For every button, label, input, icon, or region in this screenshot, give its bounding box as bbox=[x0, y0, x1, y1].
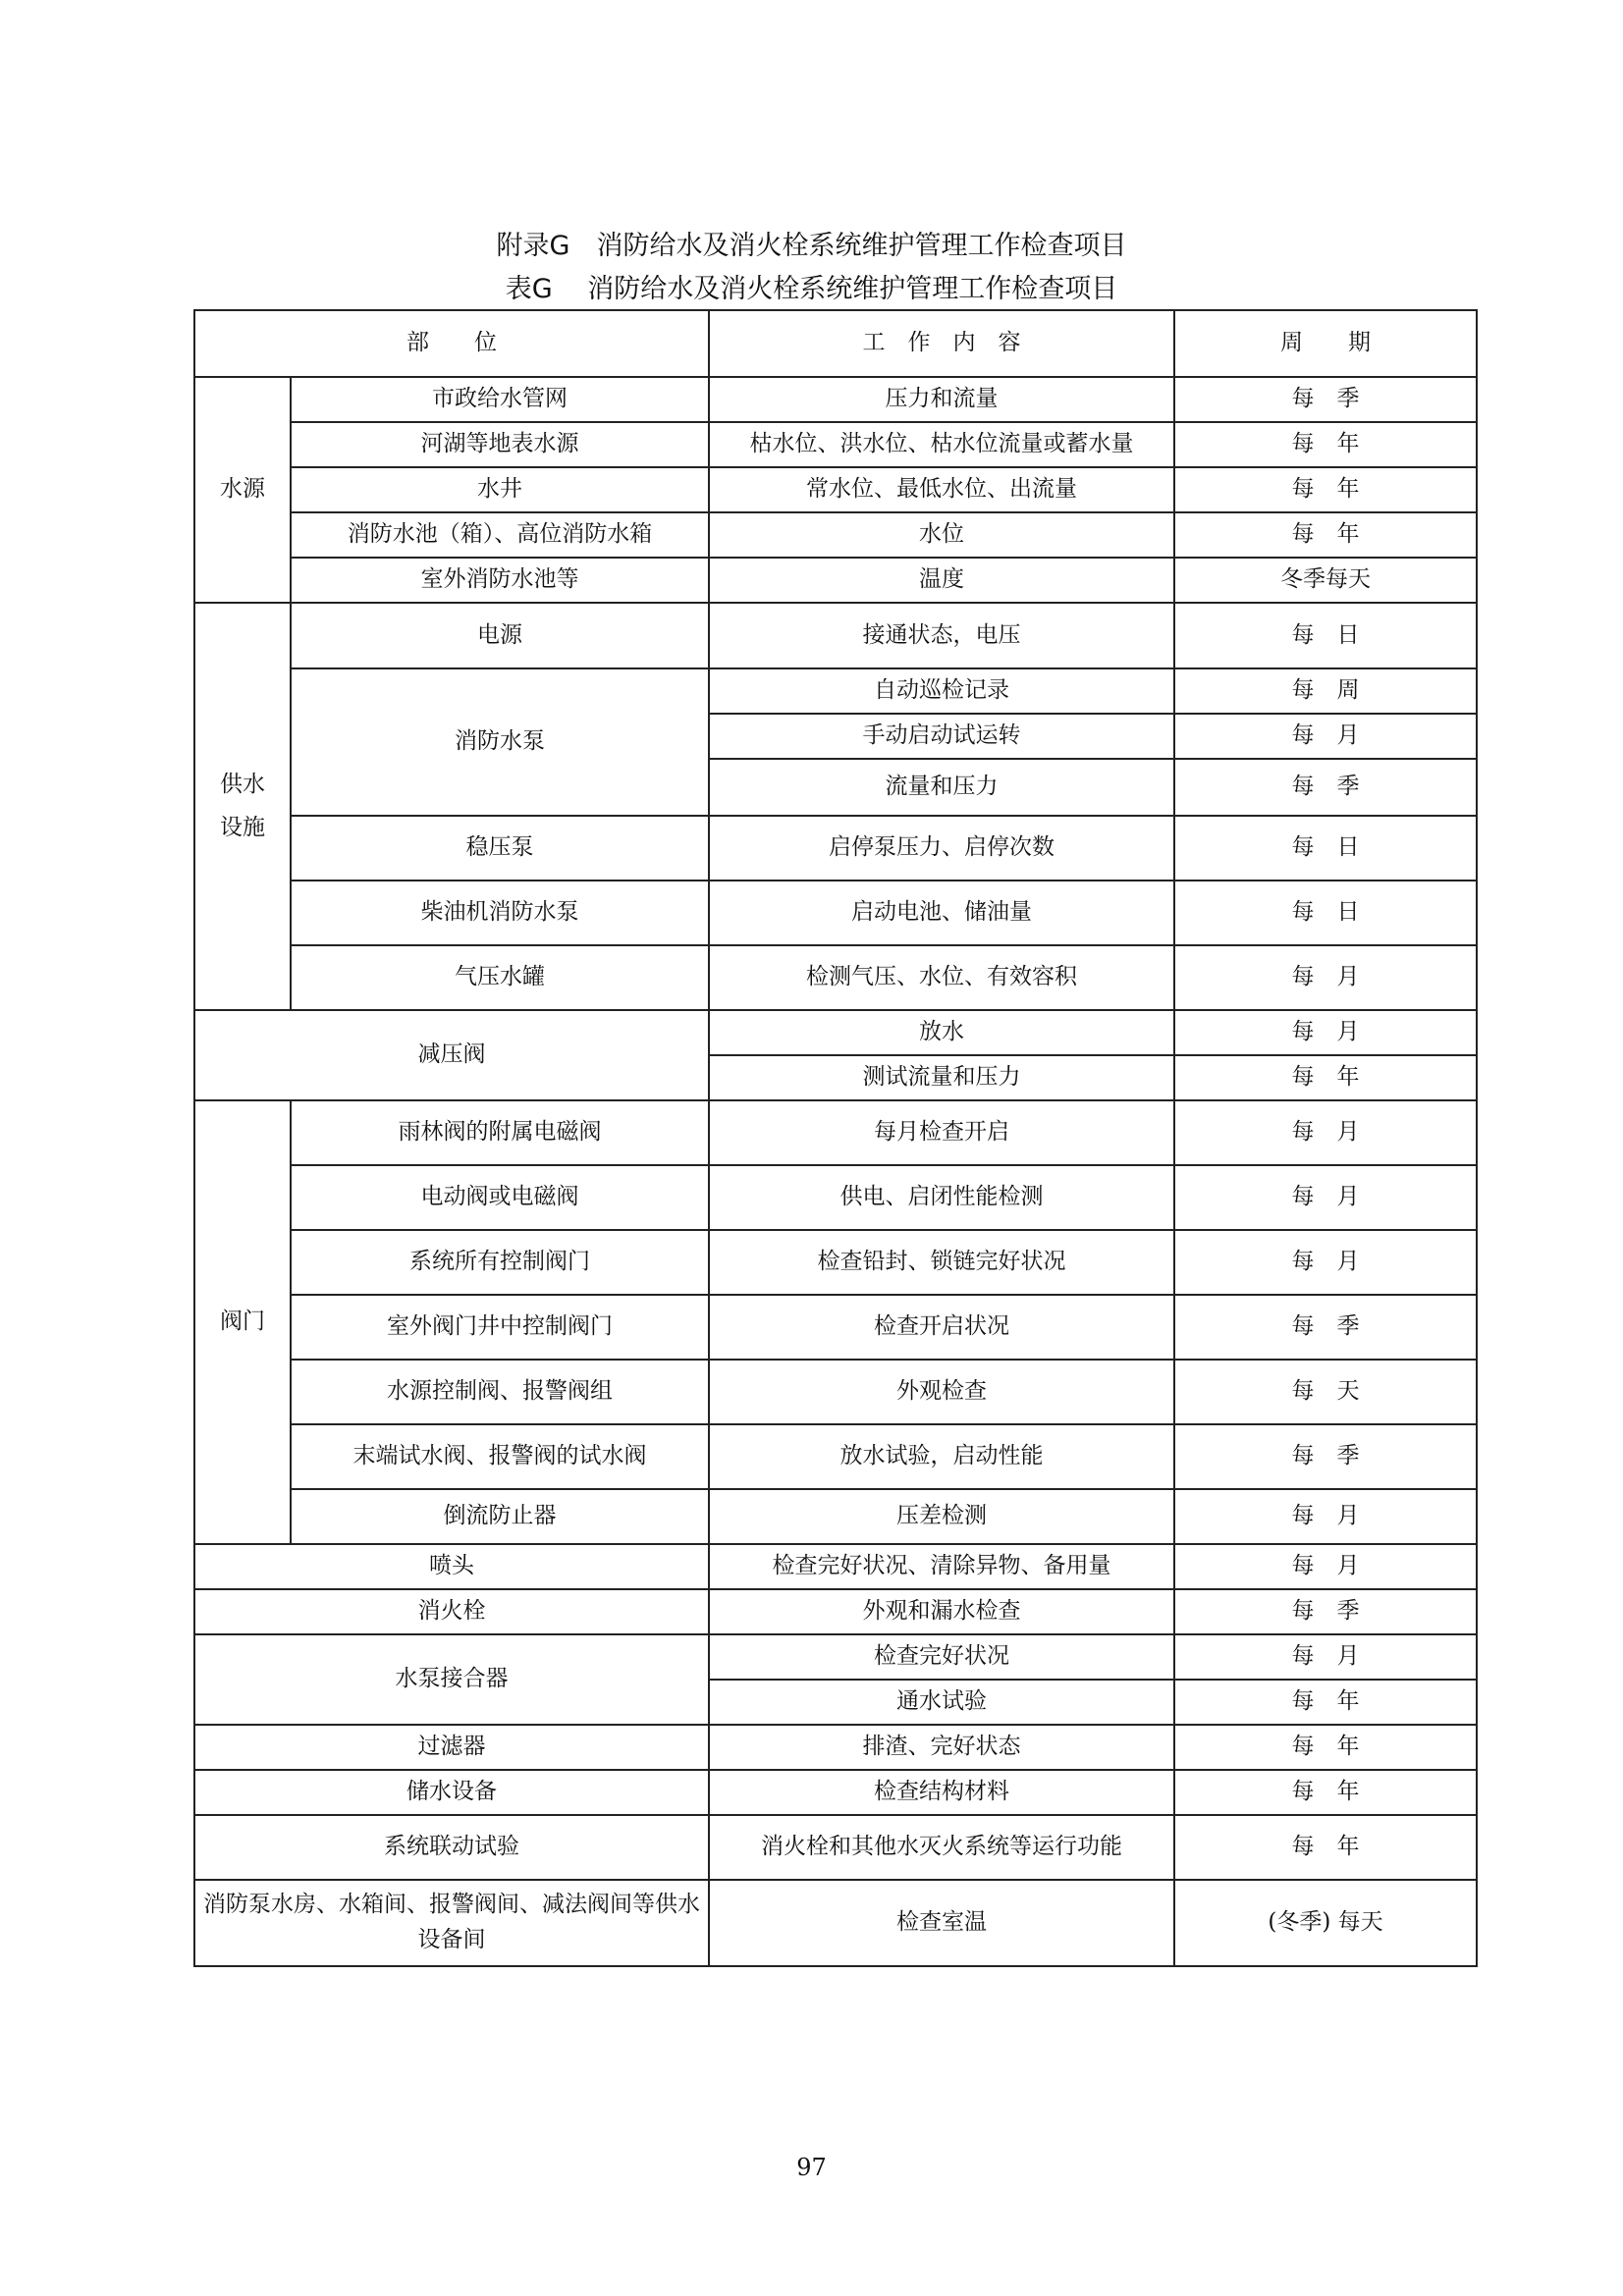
header-part: 部 位 bbox=[194, 310, 709, 377]
table-row bbox=[194, 377, 1477, 422]
cycle-cell: 每 天 bbox=[1174, 1360, 1477, 1424]
table-row bbox=[194, 1634, 1477, 1680]
table-row bbox=[194, 467, 1477, 512]
table-row bbox=[194, 1770, 1477, 1815]
part-cell: 系统联动试验 bbox=[194, 1815, 709, 1880]
cycle-cell: 每 月 bbox=[1174, 1489, 1477, 1544]
table-row bbox=[194, 1165, 1477, 1230]
table-row bbox=[194, 945, 1477, 1010]
work-cell: 启动电池、储油量 bbox=[709, 881, 1174, 945]
table-row bbox=[194, 603, 1477, 668]
work-cell: 供电、启闭性能检测 bbox=[709, 1165, 1174, 1230]
cycle-cell: 每 季 bbox=[1174, 759, 1477, 816]
part-cell: 电源 bbox=[291, 603, 709, 668]
group-supply-label: 供水设施 bbox=[219, 771, 265, 840]
table-row bbox=[194, 1880, 1477, 1966]
header-work: 工 作 内 容 bbox=[709, 310, 1174, 377]
group-pump-adapter: 水泵接合器 bbox=[194, 1634, 709, 1725]
cycle-cell: 每 日 bbox=[1174, 816, 1477, 881]
group-reducing-valve: 减压阀 bbox=[194, 1010, 709, 1100]
work-cell: 测试流量和压力 bbox=[709, 1055, 1174, 1100]
cycle-cell: 每 月 bbox=[1174, 945, 1477, 1010]
cycle-cell: 每 周 bbox=[1174, 668, 1477, 714]
work-cell: 压力和流量 bbox=[709, 377, 1174, 422]
work-cell: 启停泵压力、启停次数 bbox=[709, 816, 1174, 881]
work-cell: 外观和漏水检查 bbox=[709, 1589, 1174, 1634]
maintenance-table bbox=[193, 309, 1478, 1967]
work-cell: 温度 bbox=[709, 558, 1174, 603]
cycle-cell: 每 月 bbox=[1174, 1230, 1477, 1295]
part-cell: 水源控制阀、报警阀组 bbox=[291, 1360, 709, 1424]
table-row bbox=[194, 1360, 1477, 1424]
cycle-cell: 每 年 bbox=[1174, 467, 1477, 512]
table-row bbox=[194, 1589, 1477, 1634]
page-number: 97 bbox=[796, 2154, 827, 2181]
part-cell: 市政给水管网 bbox=[291, 377, 709, 422]
group-water-source: 水源 bbox=[194, 377, 291, 603]
table-row bbox=[194, 1489, 1477, 1544]
work-cell: 排渣、完好状态 bbox=[709, 1725, 1174, 1770]
work-cell: 检查完好状况、清除异物、备用量 bbox=[709, 1544, 1174, 1589]
cycle-cell: 每 季 bbox=[1174, 377, 1477, 422]
table-row bbox=[194, 1725, 1477, 1770]
part-cell: 消防泵水房、水箱间、报警阀间、减法阀间等供水设备间 bbox=[194, 1880, 709, 1966]
cycle-cell: 每 年 bbox=[1174, 1725, 1477, 1770]
cycle-cell: 每 年 bbox=[1174, 1055, 1477, 1100]
work-cell: 检查完好状况 bbox=[709, 1634, 1174, 1680]
group-valves: 阀门 bbox=[194, 1100, 291, 1544]
table-row bbox=[194, 668, 1477, 714]
part-cell: 储水设备 bbox=[194, 1770, 709, 1815]
table-row bbox=[194, 1010, 1477, 1055]
part-cell: 电动阀或电磁阀 bbox=[291, 1165, 709, 1230]
table-row bbox=[194, 1424, 1477, 1489]
table-row bbox=[194, 512, 1477, 558]
work-cell: 消火栓和其他水灭火系统等运行功能 bbox=[709, 1815, 1174, 1880]
work-cell: 水位 bbox=[709, 512, 1174, 558]
header-cycle: 周 期 bbox=[1174, 310, 1477, 377]
work-cell: 放水 bbox=[709, 1010, 1174, 1055]
cycle-cell: 每 年 bbox=[1174, 512, 1477, 558]
work-cell: 外观检查 bbox=[709, 1360, 1174, 1424]
work-cell: 压差检测 bbox=[709, 1489, 1174, 1544]
work-cell: 检查铅封、锁链完好状况 bbox=[709, 1230, 1174, 1295]
cycle-cell: 每 月 bbox=[1174, 1544, 1477, 1589]
work-cell: 检查结构材料 bbox=[709, 1770, 1174, 1815]
cycle-cell: 每 月 bbox=[1174, 1010, 1477, 1055]
cycle-cell: 每 月 bbox=[1174, 1100, 1477, 1165]
cycle-cell: 每 年 bbox=[1174, 1770, 1477, 1815]
cycle-cell: 每 日 bbox=[1174, 603, 1477, 668]
work-cell: 放水试验，启动性能 bbox=[709, 1424, 1174, 1489]
cycle-cell: 每 季 bbox=[1174, 1295, 1477, 1360]
part-cell: 柴油机消防水泵 bbox=[291, 881, 709, 945]
table-row bbox=[194, 1230, 1477, 1295]
part-cell: 室外阀门井中控制阀门 bbox=[291, 1295, 709, 1360]
appendix-title: 附录G 消防给水及消火栓系统维护管理工作检查项目 bbox=[496, 231, 1127, 261]
part-cell: 河湖等地表水源 bbox=[291, 422, 709, 467]
work-cell: 自动巡检记录 bbox=[709, 668, 1174, 714]
cycle-cell: 每 季 bbox=[1174, 1424, 1477, 1489]
part-cell: 过滤器 bbox=[194, 1725, 709, 1770]
work-cell: 检查室温 bbox=[709, 1880, 1174, 1966]
work-cell: 常水位、最低水位、出流量 bbox=[709, 467, 1174, 512]
part-cell: 系统所有控制阀门 bbox=[291, 1230, 709, 1295]
table-row bbox=[194, 881, 1477, 945]
part-cell: 倒流防止器 bbox=[291, 1489, 709, 1544]
cycle-cell: 每 月 bbox=[1174, 1165, 1477, 1230]
table-row bbox=[194, 1100, 1477, 1165]
group-supply-facilities bbox=[194, 603, 291, 1010]
table-header-row bbox=[194, 310, 1477, 377]
table-row bbox=[194, 422, 1477, 467]
work-cell: 检测气压、水位、有效容积 bbox=[709, 945, 1174, 1010]
cycle-cell: 每 年 bbox=[1174, 1815, 1477, 1880]
work-cell: 枯水位、洪水位、枯水位流量或蓄水量 bbox=[709, 422, 1174, 467]
part-cell: 消防水泵 bbox=[291, 668, 709, 816]
table-row bbox=[194, 1815, 1477, 1880]
part-cell: 水井 bbox=[291, 467, 709, 512]
cycle-cell: 冬季每天 bbox=[1174, 558, 1477, 603]
part-cell: 雨林阀的附属电磁阀 bbox=[291, 1100, 709, 1165]
cycle-cell: 每 日 bbox=[1174, 881, 1477, 945]
cycle-cell: 每 月 bbox=[1174, 1634, 1477, 1680]
part-cell: 稳压泵 bbox=[291, 816, 709, 881]
part-cell: 喷头 bbox=[194, 1544, 709, 1589]
work-cell: 手动启动试运转 bbox=[709, 714, 1174, 759]
table-row bbox=[194, 558, 1477, 603]
part-cell: 室外消防水池等 bbox=[291, 558, 709, 603]
part-cell: 消防水池（箱）、高位消防水箱 bbox=[291, 512, 709, 558]
table-row bbox=[194, 1295, 1477, 1360]
cycle-cell: (冬季) 每天 bbox=[1174, 1880, 1477, 1966]
work-cell: 检查开启状况 bbox=[709, 1295, 1174, 1360]
table-title: 表G 消防给水及消火栓系统维护管理工作检查项目 bbox=[505, 274, 1118, 304]
work-cell: 通水试验 bbox=[709, 1680, 1174, 1725]
part-cell: 消火栓 bbox=[194, 1589, 709, 1634]
cycle-cell: 每 季 bbox=[1174, 1589, 1477, 1634]
part-cell: 末端试水阀、报警阀的试水阀 bbox=[291, 1424, 709, 1489]
cycle-cell: 每 年 bbox=[1174, 422, 1477, 467]
work-cell: 接通状态，电压 bbox=[709, 603, 1174, 668]
cycle-cell: 每 月 bbox=[1174, 714, 1477, 759]
part-cell: 气压水罐 bbox=[291, 945, 709, 1010]
work-cell: 每月检查开启 bbox=[709, 1100, 1174, 1165]
work-cell: 流量和压力 bbox=[709, 759, 1174, 816]
table-row bbox=[194, 816, 1477, 881]
cycle-cell: 每 年 bbox=[1174, 1680, 1477, 1725]
table-row bbox=[194, 1544, 1477, 1589]
